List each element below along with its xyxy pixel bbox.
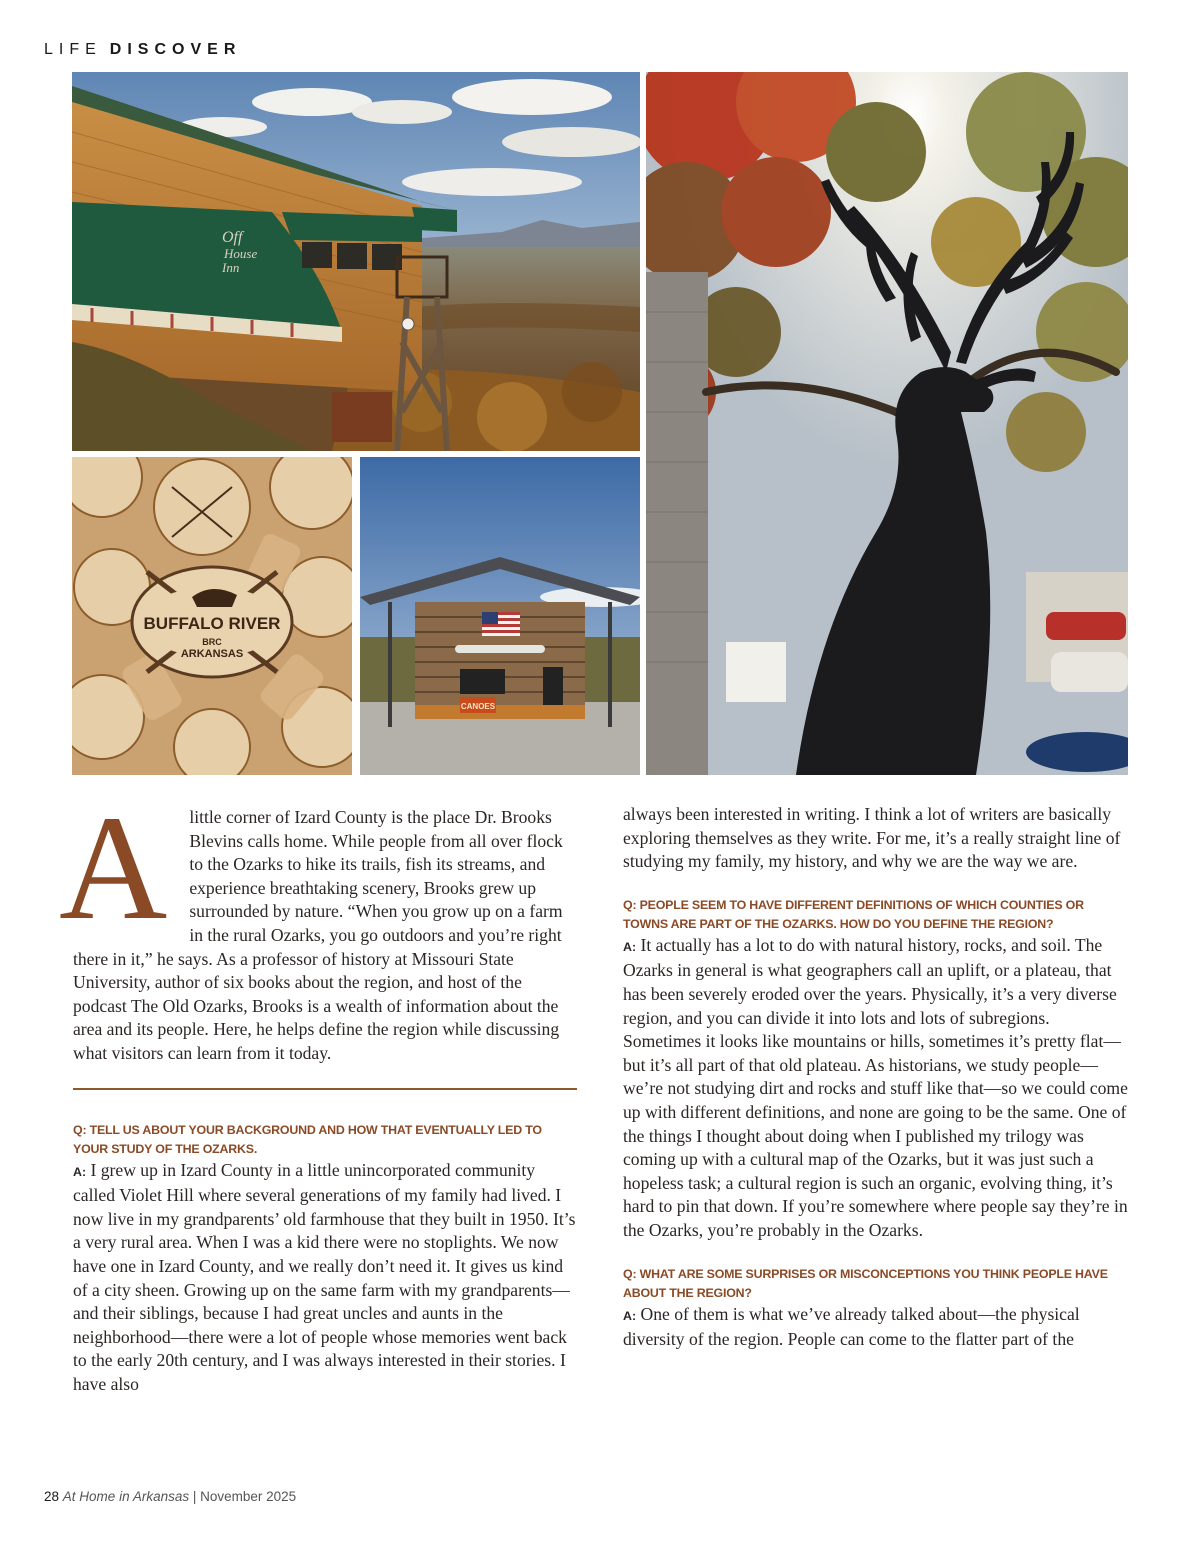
answer-2-text: It actually has a lot to do with natural history, rocks, and soil. The Ozarks in general is what geographers call an uplift, or a plateau, that has been severely eroded over the years. Physically, it’s a very diverse region, and you can divide it into lots and lots of subregions. Sometimes it looks like mountains or hills, sometimes it’s pretty flat—but it’s all part of that old plateau. As historians, we study people—we’re not studying dirt and rocks and stuff like that—so we could come up with different definitions, and none are going to be the same. One of the things I thought about doing when I published my trilogy was coming up with a cultural map of the Ozarks, but it was just such a hopeless task; a cultural region is such an organic, evolving thing, it’s hard to pin that down. If you’re somewhere where people say they’re in the Ozarks, you’re probably in the Ozarks. xyxy=(623,934,1128,1240)
section-label-discover: DISCOVER xyxy=(109,41,242,58)
photo-canoe-shop xyxy=(360,457,640,775)
canoe-sign: CANOES xyxy=(460,702,496,711)
answer-1-continued: always been interested in writing. I think a lot of writers are basically exploring themselves as they write. For me, it’s a really straight line of studying my family, my history, and why we are the way we are. xyxy=(623,804,1121,872)
issue-date: November 2025 xyxy=(200,1489,297,1504)
lodge-sign-line3: Inn xyxy=(222,260,240,275)
article-column-right xyxy=(623,803,1131,1352)
section-divider xyxy=(73,1088,577,1090)
drop-cap: A xyxy=(59,785,168,951)
answer-2 xyxy=(623,934,1131,1243)
patch-subtitle: ARKANSAS xyxy=(180,648,244,660)
patch-small: BRC xyxy=(202,637,222,647)
question-2: Q: PEOPLE SEEM TO HAVE DIFFERENT DEFINITIONS OF WHICH COUNTIES OR TOWNS ARE PART OF THE OZARKS. HOW DO YOU DEFINE THE REGION? xyxy=(623,897,1084,931)
article-column-left xyxy=(59,785,579,1396)
answer-3 xyxy=(623,1303,1131,1352)
page-footer xyxy=(44,1489,296,1504)
patch-title: BUFFALO RIVER xyxy=(143,614,281,633)
page-number: 28 xyxy=(44,1489,60,1504)
question-1: Q: TELL US ABOUT YOUR BACKGROUND AND HOW THAT EVENTUALLY LED TO YOUR STUDY OF THE OZARKS. xyxy=(73,1122,542,1156)
photo-buffalo-river-patches xyxy=(72,457,352,775)
section-label xyxy=(44,41,241,59)
photo-elk-statue xyxy=(646,72,1128,775)
answer-label: A: xyxy=(73,1164,87,1179)
question-3: Q: WHAT ARE SOME SURPRISES OR MISCONCEPTIONS YOU THINK PEOPLE HAVE ABOUT THE REGION? xyxy=(623,1266,1108,1300)
answer-3-text: One of them is what we’ve already talked about—the physical diversity of the region. People can come to the flatter part of the xyxy=(623,1303,1080,1350)
lodge-sign-line1: Off xyxy=(222,229,243,246)
answer-label: A: xyxy=(623,1308,637,1323)
answer-1 xyxy=(73,1159,579,1397)
intro-paragraph xyxy=(59,785,579,1066)
answer-label: A: xyxy=(623,939,637,954)
answer-1-text: I grew up in Izard County in a little unincorporated community called Violet Hill where several generations of my family had lived. I now live in my grandparents’ old farmhouse that they built in 1950. It’s a very rural area. When I was a kid there were no stoplights. We now have one in Izard County, and we really don’t need it. It gives us kind of a city sheen. Growing up on the same farm with my grandparents—and their siblings, because I had great uncles and aunts in the neighborhood—there were a lot of people whose memories went back to the early 20th century, and I was always interested in their stories. I have also xyxy=(73,1159,576,1394)
footer-separator: | xyxy=(189,1489,201,1504)
magazine-name: At Home in Arkansas xyxy=(62,1489,190,1504)
lodge-sign-line2: House xyxy=(224,246,258,261)
photo-mountain-lodge xyxy=(72,72,640,451)
section-label-life: LIFE xyxy=(44,41,102,58)
intro-text: little corner of Izard County is the place Dr. Brooks Blevins calls home. While people from all over flock to the Ozarks to hike its trails, fish its streams, and experience breathtaking scenery, Brooks grew up surrounded by nature. “When you grow up on a farm in the rural Ozarks, you go outdoors and you’re right there in it,” he says. As a professor of history at Missouri State University, author of six books about the region, and host of the podcast The Old Ozarks, Brooks is a wealth of information about the area and its people. Here, he helps define the region while discussing what visitors can learn from it today. xyxy=(73,807,563,1063)
